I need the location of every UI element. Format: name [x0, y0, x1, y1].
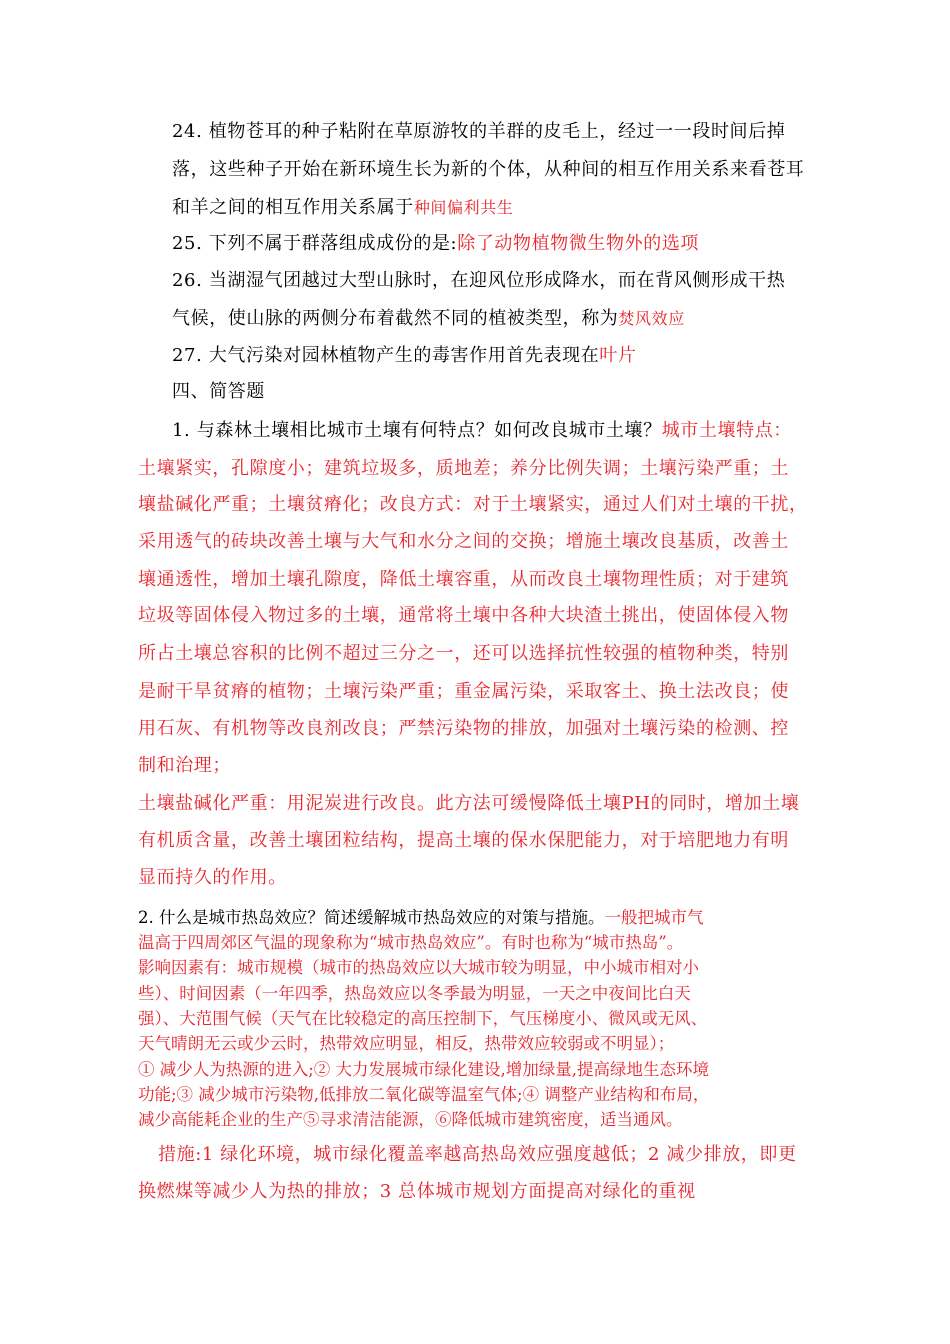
- q24-line-2: 落，这些种子开始在新环境生长为新的个体，从种间的相互作用关系来看苍耳: [172, 159, 805, 180]
- sa1-question: 1. 与森林土壤相比城市土壤有何特点？如何改良城市土壤？: [172, 420, 662, 441]
- sa2-measures-line-1: 换燃煤等减少人为热的排放；3 总体城市规划方面提高对绿化的重视: [138, 1181, 696, 1202]
- q27-question: 27. 大气污染对园林植物产生的毒害作用首先表现在: [172, 345, 600, 366]
- sa1-answer-line-1: 土壤紧实，孔隙度小；建筑垃圾多，质地差；养分比例失调；土壤污染严重；土: [138, 458, 789, 479]
- sa1-answer-line-8: 用石灰、有机物等改良剂改良；严禁污染物的排放，加强对土壤污染的检测、控: [138, 718, 789, 739]
- q24-line-3-text: 和羊之间的相互作用关系属于: [172, 197, 414, 218]
- sa1-answer-line-5: 垃圾等固体侵入物过多的土壤，通常将土壤中各种大块渣土挑出，使固体侵入物: [138, 605, 789, 626]
- q27-answer: 叶片: [599, 345, 637, 366]
- sa2-answer-line-4: 天气晴朗无云或少云时，热带效应明显，相反，热带效应较弱或不明显）；: [138, 1034, 675, 1053]
- sa1-answer-line-10: 土壤盐碱化严重：用泥炭进行改良。此方法可缓慢降低土壤PH的同时，增加土壤: [138, 793, 800, 814]
- sa2-answer-first: 一般把城市气: [604, 908, 704, 927]
- q24-line-3: [172, 197, 513, 219]
- q27-line: [172, 345, 637, 367]
- sa2-answer-line-5: ① 减少人为热源的进入;② 大力发展城市绿化建设,增加绿量,提高绿地生态环境: [138, 1060, 710, 1079]
- sa1-answer-line-6: 所占土壤总容积的比例不超过三分之一，还可以选择抗性较强的植物种类，特别: [138, 643, 789, 664]
- section-title: 四、简答题: [172, 381, 265, 402]
- sa1-answer-line-11: 有机质含量，改善土壤团粒结构，提高土壤的保水保肥能力，对于培肥地力有明: [138, 830, 789, 851]
- sa1-answer-line-2: 壤盐碱化严重；土壤贫瘠化；改良方式：对于土壤紧实，通过人们对土壤的干扰，: [138, 494, 808, 515]
- q26-answer: 焚风效应: [618, 309, 685, 328]
- q26-line-2-text: 气候，使山脉的两侧分布着截然不同的植被类型，称为: [172, 308, 619, 329]
- sa1-answer-line-9: 制和治理；: [138, 755, 231, 776]
- sa1-answer-line-12: 显而持久的作用。: [138, 867, 287, 888]
- sa2-question-line: [138, 907, 704, 929]
- sa1-question-line: [172, 420, 792, 442]
- sa2-answer-line-1: 影响因素有：城市规模（城市的热岛效应以大城市较为明显，中小城市相对小: [138, 958, 699, 977]
- sa1-answer-line-0: 城市土壤特点：: [661, 420, 792, 441]
- q24-line-1: 24. 植物苍耳的种子粘附在草原游牧的羊群的皮毛上，经过一一段时间后掉: [172, 121, 786, 142]
- sa2-answer-line-3: 强）、大范围气候（天气在比较稳定的高压控制下，气压梯度小、微风或无风、: [138, 1009, 708, 1028]
- sa1-answer-line-7: 是耐干旱贫瘠的植物；土壤污染严重；重金属污染，采取客土、换土法改良；使: [138, 681, 789, 702]
- sa1-answer-line-4: 壤通透性，增加土壤孔隙度，降低土壤容重，从而改良土壤物理性质；对于建筑: [138, 569, 789, 590]
- sa2-answer-line-0: 温高于四周郊区气温的现象称为“城市热岛效应”。有时也称为“城市热岛”。: [138, 933, 684, 952]
- sa1-answer-line-3: 采用透气的砖块改善土壤与大气和水分之间的交换；增施土壤改良基质，改善土: [138, 531, 789, 552]
- q25-line: [172, 233, 699, 255]
- q25-question: 25. 下列不属于群落组成成份的是:: [172, 233, 458, 254]
- q25-answer: 除了动物植物微生物外的选项: [457, 233, 700, 254]
- q26-line-1: 26. 当湖湿气团越过大型山脉时，在迎风位形成降水，而在背风侧形成干热: [172, 270, 786, 291]
- q26-line-2: [172, 308, 685, 330]
- sa2-answer-line-6: 功能;③ 减少城市污染物,低排放二氧化碳等温室气体;④ 调整产业结构和布局，: [138, 1085, 710, 1104]
- sa2-measures-line-0: 措施:1 绿化环境，城市绿化覆盖率越高热岛效应强度越低；2 减少排放，即更: [158, 1144, 797, 1165]
- sa2-answer-line-2: 些）、时间因素（一年四季，热岛效应以冬季最为明显，一天之中夜间比白天: [138, 984, 691, 1003]
- sa2-question: 2. 什么是城市热岛效应？简述缓解城市热岛效应的对策与措施。: [138, 908, 605, 927]
- sa2-answer-line-7: 减少高能耗企业的生产⑤寻求清洁能源，⑥降低城市建筑密度，适当通风。: [138, 1110, 683, 1129]
- q24-answer: 种间偏利共生: [413, 198, 514, 217]
